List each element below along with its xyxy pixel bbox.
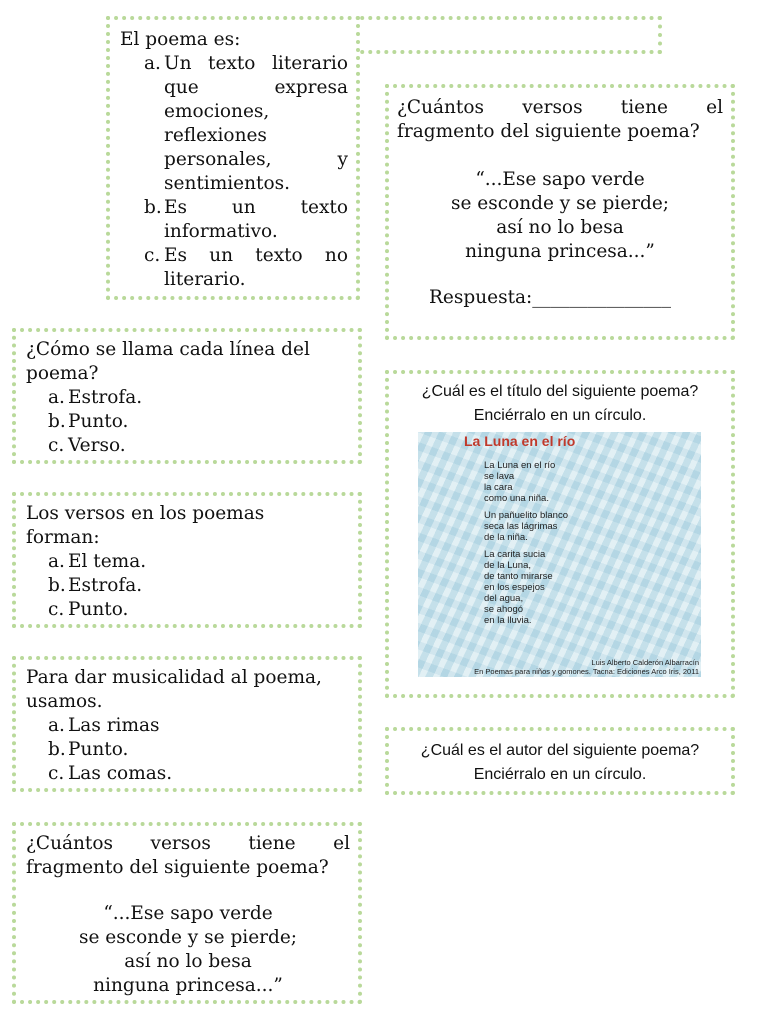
poem-credit xyxy=(474,658,699,676)
question-line-2: fragmento del siguiente poema? xyxy=(397,121,700,142)
poem-body: La Luna en el río se lava la cara como una niña. Un pañuelito blanco seca las lágrimas de la niña. La carita sucia de la Luna, de tanto mirarse en los espejos del agua, se ahogó en la lluvia. xyxy=(484,460,568,626)
option-c[interactable]: c. Punto. xyxy=(48,599,129,620)
poem-fragment: “...Ese sapo verde se esconde y se pierde; así no lo besa ninguna princesa...” xyxy=(450,169,670,262)
options-list xyxy=(26,550,350,622)
option-a[interactable]: a. Estrofa. xyxy=(48,387,143,408)
option-c[interactable]: c. Es un texto no literario. xyxy=(144,245,348,290)
question-line-2: Enciérralo en un círculo. xyxy=(473,766,647,783)
answer-field[interactable]: Respuesta:_______________ xyxy=(429,287,672,308)
poem-image xyxy=(418,432,701,677)
question-card-poem-author xyxy=(385,727,735,795)
question-card-verses-form xyxy=(12,492,362,628)
options-list xyxy=(26,386,350,458)
question-card-poem-definition xyxy=(106,16,360,300)
question-line-1: ¿Cuál es el autor del siguiente poema? xyxy=(420,742,700,759)
option-b[interactable]: b. Punto. xyxy=(48,739,129,760)
question-line-1: ¿Cómo se llama cada línea del xyxy=(26,339,310,360)
empty-card xyxy=(312,16,662,54)
option-c[interactable]: c. Las comas. xyxy=(48,763,173,784)
poem-author[interactable]: Luis Alberto Calderón Albarracín xyxy=(591,658,699,667)
options-list xyxy=(120,52,348,292)
options-list xyxy=(26,714,350,786)
question-line-2: forman: xyxy=(26,527,100,548)
question-card-verse-count-left xyxy=(12,822,362,1004)
question-line-2: poema? xyxy=(26,363,99,384)
poem-source: En Poemas para niños y gomones. Tacna: Ediciones Arco Iris, 2011 xyxy=(474,667,699,676)
question-card-poem-line xyxy=(12,328,362,464)
poem-fragment: “...Ese sapo verde se esconde y se pierde; así no lo besa ninguna princesa...” xyxy=(78,903,298,996)
question-line-1: Para dar musicalidad al poema, xyxy=(26,667,322,688)
option-a[interactable]: a. El tema. xyxy=(48,551,147,572)
question-card-musicality xyxy=(12,656,362,792)
question-line-1: ¿Cuántos versos tiene el xyxy=(26,833,350,854)
option-b[interactable]: b. Punto. xyxy=(48,411,129,432)
question-text: El poema es: xyxy=(120,29,241,50)
question-line-1: Los versos en los poemas xyxy=(26,503,265,524)
option-b[interactable]: b. Es un texto informativo. xyxy=(144,197,348,242)
question-line-2: usamos. xyxy=(26,691,103,712)
option-b[interactable]: b. Estrofa. xyxy=(48,575,143,596)
question-line-1: ¿Cuál es el título del siguiente poema? xyxy=(421,383,699,400)
option-a[interactable]: a. Las rimas xyxy=(48,715,160,736)
poem-title[interactable]: La Luna en el río xyxy=(464,433,576,449)
question-line-2: Enciérralo en un círculo. xyxy=(473,407,647,424)
option-a[interactable]: a. Un texto literario que expresa emociones, reflexiones personales, y sentimientos. xyxy=(144,53,348,194)
question-line-1: ¿Cuántos versos tiene el xyxy=(397,97,723,118)
question-card-verse-count-right xyxy=(385,84,735,340)
question-line-2: fragmento del siguiente poema? xyxy=(26,857,329,878)
option-c[interactable]: c. Verso. xyxy=(48,435,126,456)
